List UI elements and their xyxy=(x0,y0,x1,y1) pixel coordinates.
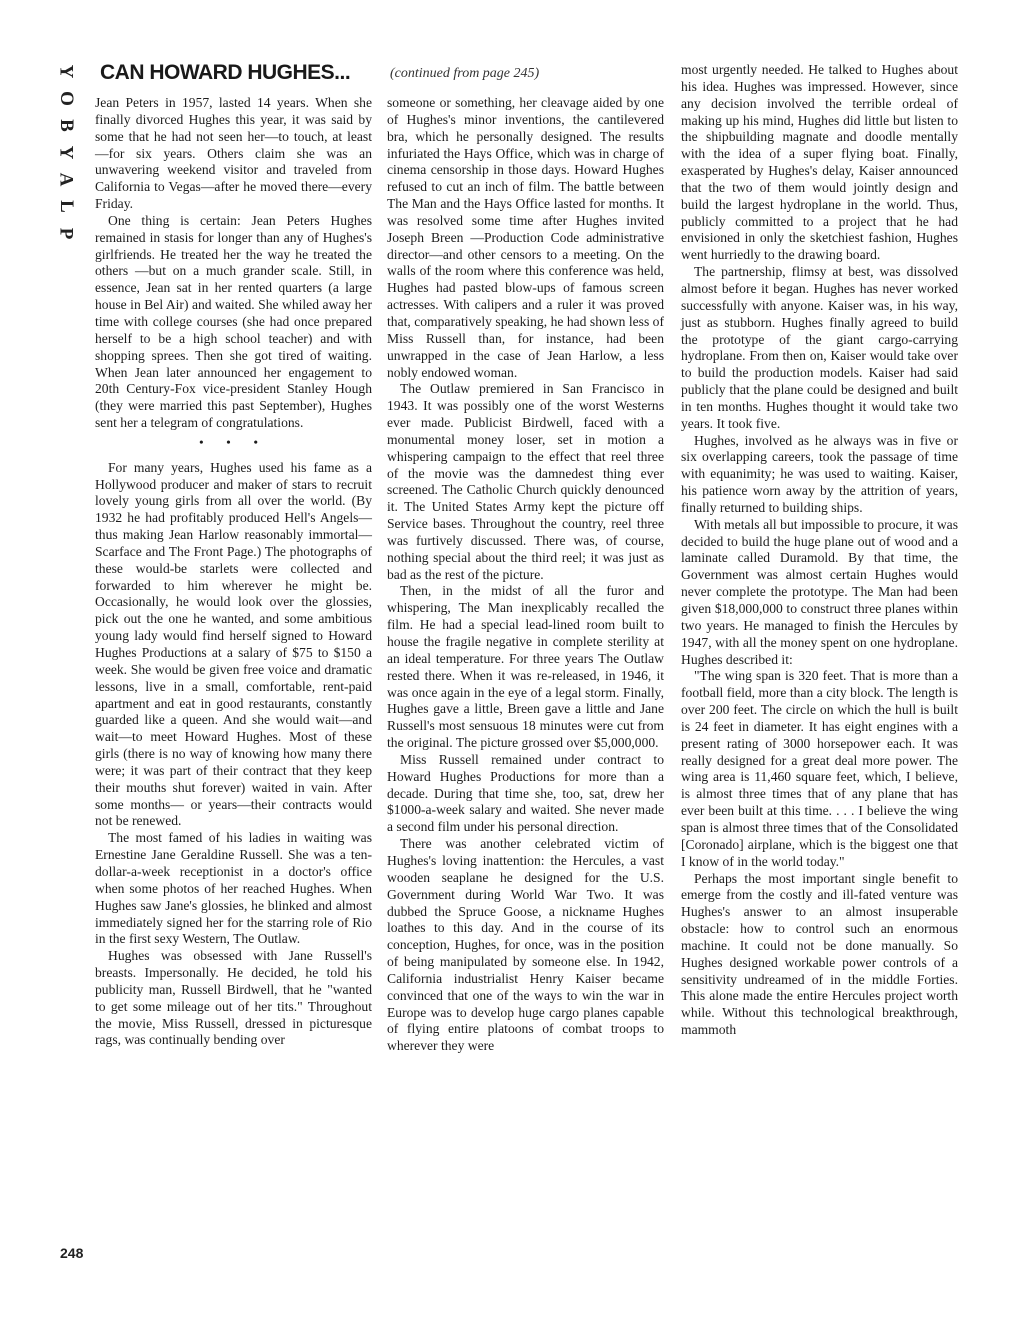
section-break: • • • xyxy=(199,434,268,449)
masthead-letter: Y xyxy=(55,64,77,79)
paragraph: There was another celebrated victim of Hughes's loving inattention: the Hercules, a vast wooden seaplane he designed for the U.S. Government during World War Two. It was dubbed the Spruce Goose, a nickname Hughes loathes to this day. And in the course of its conception, Hughes, for once, was in the position of being manipulated by someone else. In 1942, California industrialist Henry Kaiser became convinced that one of the ways to win the war in Europe was to develop huge cargo planes capable of flying entire platoons of combat troops to wherever they were xyxy=(387,836,664,1054)
paragraph: "The wing span is 320 feet. That is more than a football field, more than a city block. The length is over 200 feet. The circle on which the hull is built is 24 feet in diameter. It has eight engines with a present rating of 3000 horsepower each. It was really designed for a great deal more power. The wing area is 11,460 square feet, which, I believe, is almost three times that of any plane that has ever been built at this time. . . . I believe the wing span is almost three times that of the Consolidated [Coronado] airplane, which is the biggest one that I know of in the world today." xyxy=(681,668,958,869)
paragraph: Miss Russell remained under contract to Howard Hughes Productions for more than a decade. During that time she, too, sat, drew her $1000-a-week salary and waited. She never made a second film under his personal direction. xyxy=(387,751,664,835)
column-3 xyxy=(681,62,958,1039)
masthead-letter: O xyxy=(55,91,77,106)
paragraph: The most famed of his ladies in waiting was Ernestine Jane Geraldine Russell. She was a ten-dollar-a-week receptionist in a doctor's office when some photos of her reached Hughes. When Hughes saw Jane's glossies, he blinked and almost immediately signed her for the starring role of Rio in the first sexy Western, The Outlaw. xyxy=(95,830,372,947)
masthead-letter: P xyxy=(55,227,77,240)
masthead-letter: B xyxy=(55,119,77,132)
masthead-letter: L xyxy=(55,200,77,213)
masthead-letter: A xyxy=(55,172,77,187)
column-2 xyxy=(387,95,664,1055)
continued-note: (continued from page 245) xyxy=(390,66,540,81)
paragraph: Then, in the midst of all the furor and whispering, The Man inexplicably recalled the film. He had a special lead-lined room built to house the fragile negative in complete sterility at an ideal temperature. For three years The Outlaw rested there. When it was re-released, in 1946, it was once again in the eye of a legal storm. Finally, Hughes gave a little, Breen gave a little and Jane Russell's most sensuous 18 minutes were cut from the original. The picture grossed over $5,000,000. xyxy=(387,583,664,751)
paragraph: With metals all but impossible to procure, it was decided to build the huge plane out of wood and a laminate called Duramold. By that time, the Government was almost certain Hughes would never complete the prototype. The Man had been given $18,000,000 to construct three planes within two years. He managed to finish the Hercules by 1947, with all the money spent on one hydroplane. Hughes described it: xyxy=(681,516,958,667)
page-number: 248 xyxy=(60,1245,84,1261)
paragraph: someone or something, her cleavage aided by one of Hughes's minor inventions, the cantilevered bra, which he personally designed. The results infuriated the Hays Office, which was in charge of cinema censorship in those days. Howard Hughes refused to cut an inch of film. The battle between The Man and the Hays Office lasted for months. It was resolved some time after Hughes invited Joseph Breen —Production Code administrative director—and other censors to a meeting. On the walls of the room where this conference was held, Hughes had pasted blow-ups of famous screen actresses. With calipers and a ruler it was proved that, comparatively speaking, he had shown less of Miss Russell than, for instance, had been unwrapped in the case of Jean Harlow, a less nobly endowed woman. xyxy=(387,95,664,380)
playboy-vertical-masthead xyxy=(52,58,80,247)
paragraph: One thing is certain: Jean Peters Hughes remained in stasis for longer than any of Hughes's girlfriends. He treated her the way he treated the others —but on a much grander scale. Still, in essence, Jean sat in her rented quarters (a large house in Bel Air) and waited. She whiled away her time with college courses (she had once prepared herself to be a high school teacher) and with shopping sprees. Then she got tired of waiting. When Jean later announced her engagement to 20th Century-Fox vice-president Stanley Hough (they were married this past September), Hughes sent her a telegram of congratulations. xyxy=(95,212,372,431)
paragraph: Hughes was obsessed with Jane Russell's breasts. Impersonally. He decided, he told his publicity man, Russell Birdwell, that he "wanted to get some mileage out of her tits." Throughout the movie, Miss Russell, dressed in picturesque rags, was continually bending over xyxy=(95,948,372,1048)
masthead-letter: Y xyxy=(55,145,77,160)
paragraph: The Outlaw premiered in San Francisco in 1943. It was possibly one of the worst Westerns ever made. Publicist Birdwell, faced with a monumental money loser, set in motion a whispering campaign to the effect that reel three of the movie was the damnedest thing ever screened. The Catholic Church quickly denounced it. The United States Army kept the picture off Service bases. Throughout the country, reel three was furtively discussed. There was, of course, nothing special about the third reel; it was just as bad as the rest of the picture. xyxy=(387,381,664,582)
paragraph: Perhaps the most important single benefit to emerge from the costly and ill-fated venture was Hughes's answer to an almost insuperable obstacle: how to control such an enormous machine. It could not be done manually. So Hughes designed workable power controls of a sensitivity undreamed of in the middle Forties. This alone made the entire Hercules project worth while. Without this technological breakthrough, mammoth xyxy=(681,870,958,1038)
article-headline: CAN HOWARD HUGHES... xyxy=(100,61,351,84)
paragraph: For many years, Hughes used his fame as a Hollywood producer and maker of stars to recruit lovely young girls from all over the world. (By 1932 he had profitably produced Hell's Angels—thus making Jean Harlow reasonably immortal—Scarface and The Front Page.) The photographs of these would-be starlets were collected and forwarded to him wherever he might be. Occasionally, he would look over the glossies, pick out the one he wanted, and some ambitious young lady would find herself signed to Howard Hughes Productions at a salary of $75 to $150 a week. She would be given free voice and dramatic lessons, live in a small, comfortable, rent-paid apartment and eat in good restaurants, constantly guarded like a queen. And she would wait—and wait—to meet Howard Hughes. Most of these girls (there is no way of knowing how many there were; it was part of their contract that they keep their mouths shut forever) waited in vain. After some months— or years—their contracts would not be renewed. xyxy=(95,459,372,829)
paragraph: Hughes, involved as he always was in five or six overlapping careers, took the passage of time with equanimity; he was used to waiting. Kaiser, his patience worn away by the attrition of years, finally returned to building ships. xyxy=(681,432,958,515)
paragraph: The partnership, flimsy at best, was dissolved almost before it began. Hughes has never worked successfully with anyone. Kaiser was, in his way, just as stubborn. Hughes finally agreed to build the prototype of the giant cargo-carrying hydroplane. From then on, Kaiser would take over to build the production models. Kaiser had said publicly that the plane could be designed and built in ten months. Hughes thought it would take two years. It took five. xyxy=(681,264,958,431)
paragraph: most urgently needed. He talked to Hughes about his idea. Hughes was impressed. However, since any decision involved the terrible ordeal of making up his mind, Hughes did little but listen to the shipbuilding magnate and doodle mentally with the idea of a super flying boat. Finally, exasperated by Hughes's delay, Kaiser announced that the two of them would jointly design and build the largest hydroplane in the world. Thus, publicly committed to a project that he had envisioned in only the sketchiest fashion, Hughes went hurriedly to the drawing board. xyxy=(681,62,958,263)
column-1 xyxy=(95,95,372,1049)
paragraph: Jean Peters in 1957, lasted 14 years. When she finally divorced Hughes this year, it was said by some that he had not seen her—to touch, at least—for six years. Others claim she was an unwavering weekend visitor and traveled from California to Vegas—after he moved there—every Friday. xyxy=(95,95,372,212)
